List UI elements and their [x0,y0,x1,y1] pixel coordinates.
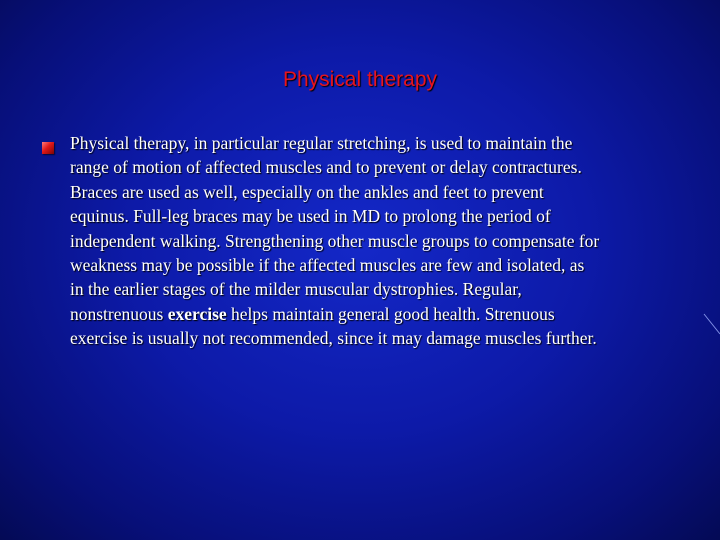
paragraph-line [70,302,686,326]
paragraph-line: independent walking. Strengthening other muscle groups to compensate for [70,230,600,251]
slide-title: Physical therapy [282,68,438,91]
paragraph-line: equinus. Full-leg braces may be used in MD to prolong the period of [70,206,551,227]
paragraph-line: Physical therapy, in particular regular stretching, is used to maintain the [70,133,573,153]
paragraph-line: Braces are used as well, especially on the ankles and feet to prevent [70,181,544,202]
paragraph-line: exercise is usually not recommended, since it may damage muscles further. [70,328,597,349]
line-text: nonstrenuous [70,303,168,324]
decorative-line-icon [700,312,720,338]
paragraph-line: in the earlier stages of the milder muscular dystrophies. Regular, [70,279,522,300]
bullet-square-icon [42,142,54,154]
line-text: helps maintain general good health. Strenuous [226,303,555,324]
paragraph [70,131,686,351]
paragraph-line: weakness may be possible if the affected muscles are few and isolated, as [70,255,585,276]
bold-keyword: exercise [167,303,227,324]
paragraph-line: range of motion of affected muscles and to prevent or delay contractures. [70,157,582,178]
